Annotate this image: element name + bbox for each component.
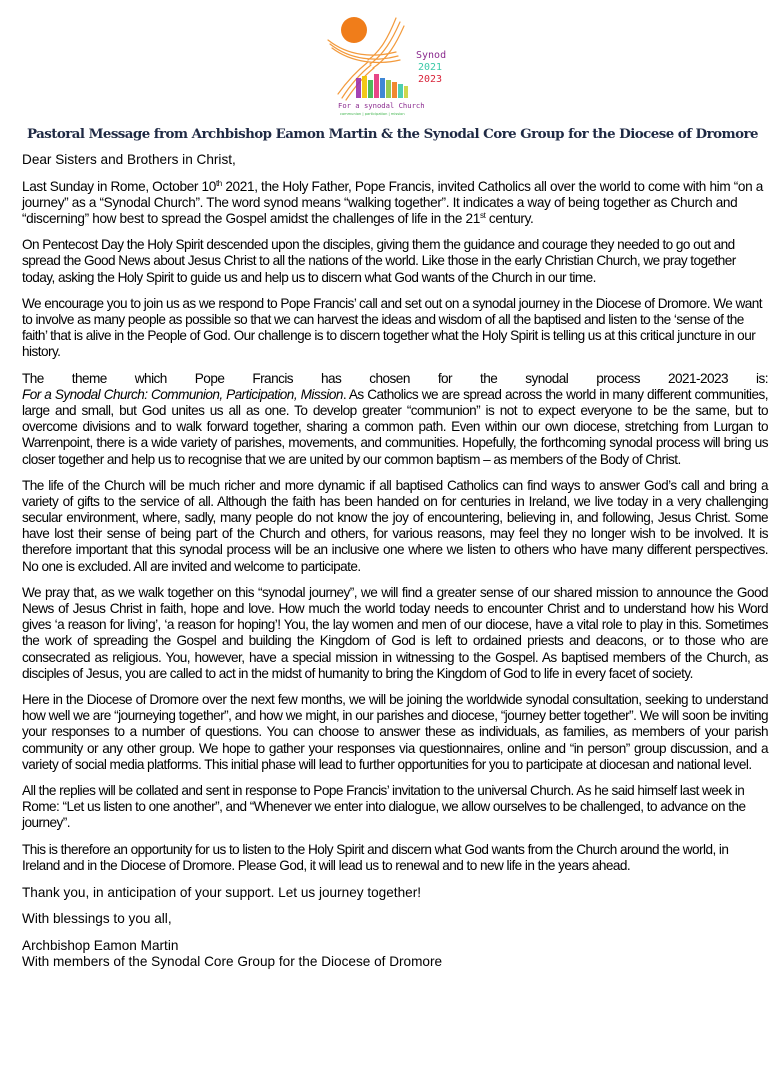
- salutation: Dear Sisters and Brothers in Christ,: [22, 152, 236, 167]
- svg-text:communion | participation | mi: communion | participation | mission: [340, 112, 405, 116]
- letter-body: [22, 152, 768, 970]
- paragraph-2: On Pentecost Day the Holy Spirit descended upon the disciples, giving them the guidance and courage they needed to go out and spread the Good News about Jesus Christ to all the nations of the world. Like those in the early Christian Church, we pray together today, asking the Holy Spirit to guide us and help us to discern what God wants of the Church in our time.: [22, 237, 736, 285]
- paragraph-6: We pray that, as we walk together on this “synodal journey”, we will find a greater sense of our shared mission to announce the Good News of Jesus Christ in faith, hope and love. How much the world today needs to encounter Christ and to understand how his Word gives ‘a reason for living’, ‘a reason for hoping’! You, the lay women and men of our diocese, have a vital role to play in this. Sometimes the work of spreading the Gospel and building the Kingdom of God is left to ordained priests and deacons, or to those who are consecrated as religious. You, however, have a special mission in witnessing to the Gospel. As baptised members of the Church, as disciples of Jesus, you are called to act in the midst of humanity to bring the Kingdom of God to life in every facet of society.: [22, 585, 768, 681]
- paragraph-1: Last Sunday in Rome, October 10th 2021, the Holy Father, Pope Francis, invited Catholics all over the world to come with him “on a journey” as a “Synodal Church”. The word synod means “walking together”. It indicates a way of being together as Church and “discerning” how best to spread the Gospel amidst the challenges of life in the 21st century.: [22, 178, 763, 226]
- signature-name: Archbishop Eamon Martin: [22, 937, 179, 953]
- paragraph-10: Thank you, in anticipation of your support. Let us journey together!: [22, 884, 421, 900]
- synod-logo: [318, 8, 458, 116]
- svg-text:For a synodal Church: For a synodal Church: [338, 101, 425, 110]
- svg-text:2021: 2021: [418, 62, 443, 73]
- signature-block: [22, 938, 768, 970]
- page-title: Pastoral Message from Archbishop Eamon Martin & the Synodal Core Group for the Diocese of Dromore: [27, 126, 758, 142]
- paragraph-3: We encourage you to join us as we respond to Pope Francis’ call and set out on a synodal journey in the Diocese of Dromore. We want to involve as many people as possible so that we can harvest the ideas and wisdom of all the baptised and listen to the ‘sense of the faith’ that is alive in the People of God. Our challenge is to discern together what the Holy Spirit is telling us at this critical juncture in our history.: [22, 296, 762, 360]
- paragraph-7: Here in the Diocese of Dromore over the next few months, we will be joining the worldwide synodal consultation, seeking to understand how well we are “journeying together”, and how we might, in our parishes and diocese, “journey better together”. We will soon be inviting your responses to a number of questions. You can choose to answer these as individuals, as families, as members of your parish community or any other group. We hope to gather your responses via questionnaires, online and “in person” group discussion, and a variety of social media platforms. This initial phase will lead to further opportunities for you to participate at diocesan and national level.: [22, 692, 768, 772]
- paragraph-8: All the replies will be collated and sent in response to Pope Francis’ invitation to the universal Church. As he said himself last week in Rome: “Let us listen to one another”, and “Whenever we enter into dialogue, we allow ourselves to be challenged, to advance on the journey”.: [22, 783, 746, 831]
- svg-text:2023: 2023: [418, 74, 443, 85]
- closing: With blessings to you all,: [22, 911, 172, 927]
- synod-logo-graphic: [318, 8, 458, 116]
- paragraph-5: The life of the Church will be much richer and more dynamic if all baptised Catholics can find ways to answer God’s call and bring a variety of gifts to the service of all. Although the faith has been handed on for centuries in Ireland, we live today in a very challenging secular environment, where, sadly, many people do not know the joy of encountering, believing in, and following, Jesus Christ. Some have lost their sense of being part of the Church and others, for various reasons, may feel they no longer wish to be involved. It is therefore important that this synodal process will be an inclusive one where we listen to others who have many different perspectives. No one is excluded. All are invited and welcome to participate.: [22, 478, 768, 574]
- paragraph-9: This is therefore an opportunity for us to listen to the Holy Spirit and discern what God wants from the Church around the world, in Ireland and in the Diocese of Dromore. Please God, it will lead us to renewal and to new life in the years ahead.: [22, 841, 729, 874]
- svg-text:Synod: Synod: [416, 50, 447, 61]
- synod-theme: For a Synodal Church: Communion, Participation, Mission: [22, 387, 343, 403]
- signature-group: With members of the Synodal Core Group for the Diocese of Dromore: [22, 953, 443, 969]
- paragraph-4: The theme which Pope Francis has chosen for the synodal process 2021-2023 is: For a Synodal Church: Communion, Participation, Mission. As Catholics we are spread across the world in many different communities, large and small, but God unites us all as one. To develop greater “communion” is not to expect everyone to be the same, but to overcome divisions and to walk forward together, sharing a common path. Even within our own diocese, stretching from Lurgan to Warrenpoint, there is a wide variety of parishes, movements, and communities. Hopefully, the forthcoming synodal process will bring us closer together and help us to recognise that we are united by our common baptism – as members of the Body of Christ.: [22, 371, 768, 467]
